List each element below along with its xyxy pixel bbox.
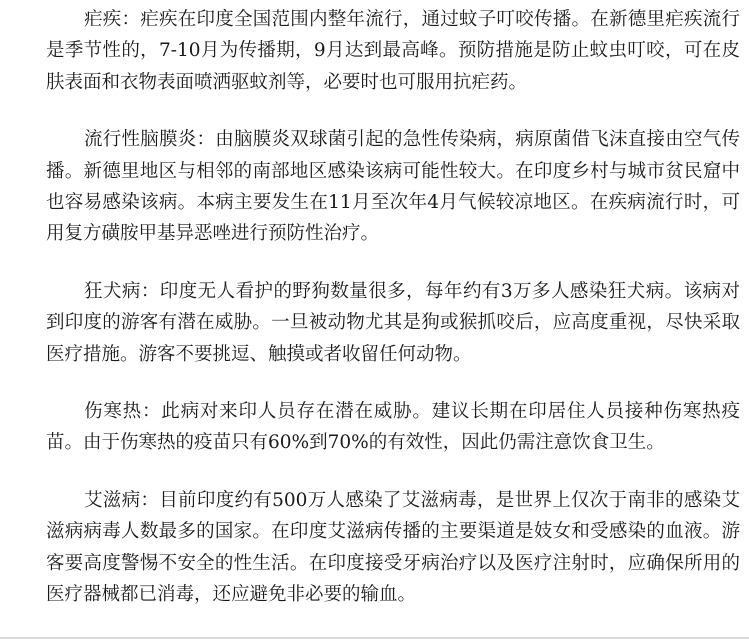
paragraph-typhoid: 伤寒热：此病对来印人员存在潜在威胁。建议长期在印居住人员接种伤寒热疫苗。由于伤寒热的疫苗只有60%到70%的有效性，因此仍需注意饮食卫生。: [46, 401, 740, 454]
article-body: [46, 4, 740, 611]
paragraph-meningitis: 流行性脑膜炎：由脑膜炎双球菌引起的急性传染病，病原菌借飞沫直接由空气传播。新德里地区与相邻的南部地区感染该病可能性较大。在印度乡村与城市贫民窟中也容易感染该病。本病主要发生在11月至次年4月气候较凉地区。在疾病流行时，可用复方磺胺甲基异恶唑进行预防性治疗。: [46, 129, 740, 245]
paragraph-malaria: 疟疾：疟疾在印度全国范围内整年流行，通过蚊子叮咬传播。在新德里疟疾流行是季节性的，7-10月为传播期，9月达到最高峰。预防措施是防止蚊虫叮咬，可在皮肤表面和衣物表面喷洒驱蚊剂等，必要时也可服用抗疟药。: [46, 9, 740, 93]
paragraph-aids: 艾滋病：目前印度约有500万人感染了艾滋病毒，是世界上仅次于南非的感染艾滋病病毒人数最多的国家。在印度艾滋病传播的主要渠道是妓女和受感染的血液。游客要高度警惕不安全的性生活。在印度接受牙病治疗以及医疗注射时，应确保所用的医疗器械都已消毒，还应避免非必要的输血。: [46, 489, 740, 606]
paragraph-rabies: 狂犬病：印度无人看护的野狗数量很多，每年约有3万多人感染狂犬病。该病对到印度的游客有潜在威胁。一旦被动物尤其是狗或猴抓咬后，应高度重视，尽快采取医疗措施。游客不要挑逗、触摸或者收留任何动物。: [46, 280, 740, 365]
